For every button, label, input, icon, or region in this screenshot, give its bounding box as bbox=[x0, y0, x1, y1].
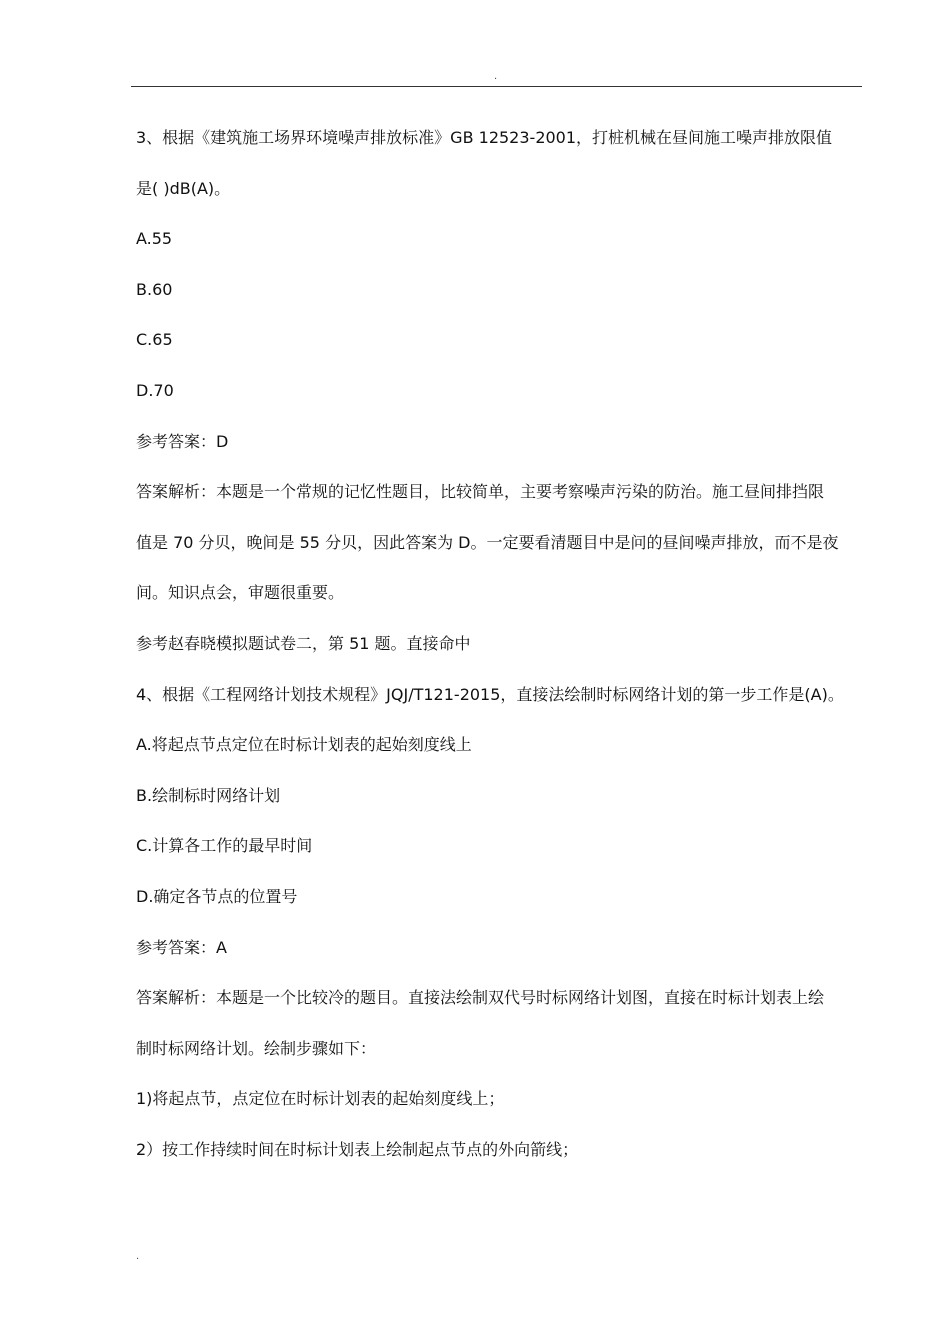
question-4-option-c: C.计算各工作的最早时间 bbox=[136, 836, 313, 856]
question-3-option-b: B.60 bbox=[136, 279, 173, 299]
question-4-option-a: A.将起点节点定位在时标计划表的起始刻度线上 bbox=[136, 735, 472, 755]
question-4-step-1: 1)将起点节，点定位在时标计划表的起始刻度线上； bbox=[136, 1089, 505, 1109]
question-3-answer: 参考答案：D bbox=[136, 431, 229, 451]
question-4-step-2: 2）按工作持续时间在时标计划表上绘制起点节点的外向箭线； bbox=[136, 1139, 579, 1159]
question-4-analysis-line-2: 制时标网络计划。绘制步骤如下： bbox=[136, 1038, 377, 1058]
question-3-stem-line-2: 是( )dB(A)。 bbox=[136, 178, 231, 198]
footer-mark: . bbox=[136, 1251, 140, 1262]
question-4-answer: 参考答案：A bbox=[136, 937, 227, 957]
question-3-option-c: C.65 bbox=[136, 330, 173, 350]
question-4-analysis-line-1: 答案解析：本题是一个比较冷的题目。直接法绘制双代号时标网络计划图，直接在时标计划表上绘 bbox=[136, 988, 825, 1008]
question-3-reference: 参考赵春晓模拟题试卷二，第 51 题。直接命中 bbox=[136, 633, 471, 653]
header-mark: . bbox=[494, 71, 498, 82]
header-rule bbox=[131, 86, 862, 87]
document-body bbox=[136, 120, 860, 1182]
question-3-option-d: D.70 bbox=[136, 380, 174, 400]
question-3-option-a: A.55 bbox=[136, 229, 173, 249]
question-4-option-d: D.确定各节点的位置号 bbox=[136, 886, 298, 906]
question-3-analysis-line-2: 值是 70 分贝，晚间是 55 分贝，因此答案为 D。一定要看清题目中是问的昼间噪声排放，而不是夜 bbox=[136, 532, 839, 552]
question-4-stem: 4、根据《工程网络计划技术规程》JQJ/T121-2015，直接法绘制时标网络计划的第一步工作是(A)。 bbox=[136, 684, 844, 704]
question-3-analysis-line-3: 间。知识点会，审题很重要。 bbox=[136, 583, 345, 603]
question-3-stem-line-1: 3、根据《建筑施工场界环境噪声排放标准》GB 12523-2001，打桩机械在昼间施工噪声排放限值 bbox=[136, 128, 833, 147]
question-4-option-b: B.绘制标时网络计划 bbox=[136, 785, 281, 805]
question-3-analysis-line-1: 答案解析：本题是一个常规的记忆性题目，比较简单，主要考察噪声污染的防治。施工昼间排挡限 bbox=[136, 482, 825, 502]
